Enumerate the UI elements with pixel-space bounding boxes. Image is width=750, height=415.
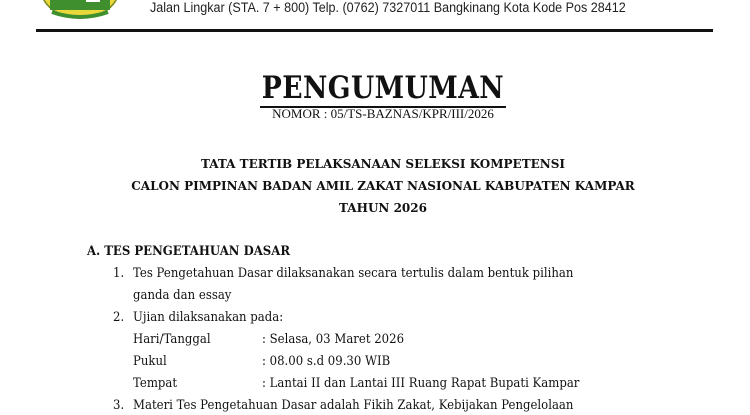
item-1-text-cont: ganda dan essay bbox=[133, 288, 232, 303]
subtitle-line-3: TAHUN 2026 bbox=[339, 201, 427, 215]
item-3-number: 3. bbox=[113, 398, 125, 413]
document-number: NOMOR : 05/TS-BAZNAS/KPR/III/2026 bbox=[272, 106, 494, 121]
schedule-label-date: Hari/Tanggal bbox=[133, 332, 211, 347]
schedule-label-place: Tempat bbox=[133, 376, 178, 391]
letterhead-divider bbox=[36, 29, 713, 32]
item-2-text: Ujian dilaksanakan pada: bbox=[133, 310, 284, 325]
letterhead-address: Jalan Lingkar (STA. 7 + 800) Telp. (0762) 7327011 Bangkinang Kota Kode Pos 28412 bbox=[150, 0, 626, 15]
subtitle-line-1: TATA TERTIB PELAKSANAAN SELEKSI KOMPETENSI bbox=[200, 157, 566, 171]
title-text: PENGUMUMAN bbox=[261, 70, 505, 106]
section-a-heading: A. TES PENGETAHUAN DASAR bbox=[87, 244, 291, 259]
schedule-value-place: : Lantai II dan Lantai III Ruang Rapat Bupati Kampar bbox=[262, 376, 580, 391]
kabupaten-kampar-logo bbox=[36, 0, 124, 22]
item-1-text: Tes Pengetahuan Dasar dilaksanakan secara tertulis dalam bentuk pilihan bbox=[133, 266, 574, 281]
schedule-value-date: : Selasa, 03 Maret 2026 bbox=[262, 332, 405, 347]
document-title bbox=[0, 70, 750, 108]
subtitle-line-2: CALON PIMPINAN BADAN AMIL ZAKAT NASIONAL KABUPATEN KAMPAR bbox=[131, 179, 635, 193]
schedule-label-time: Pukul bbox=[133, 354, 167, 369]
item-1-number: 1. bbox=[113, 266, 125, 281]
item-3-text: Materi Tes Pengetahuan Dasar adalah Fikih Zakat, Kebijakan Pengelolaan bbox=[133, 398, 574, 413]
schedule-value-time: : 08.00 s.d 09.30 WIB bbox=[262, 354, 391, 369]
item-2-number: 2. bbox=[113, 310, 125, 325]
